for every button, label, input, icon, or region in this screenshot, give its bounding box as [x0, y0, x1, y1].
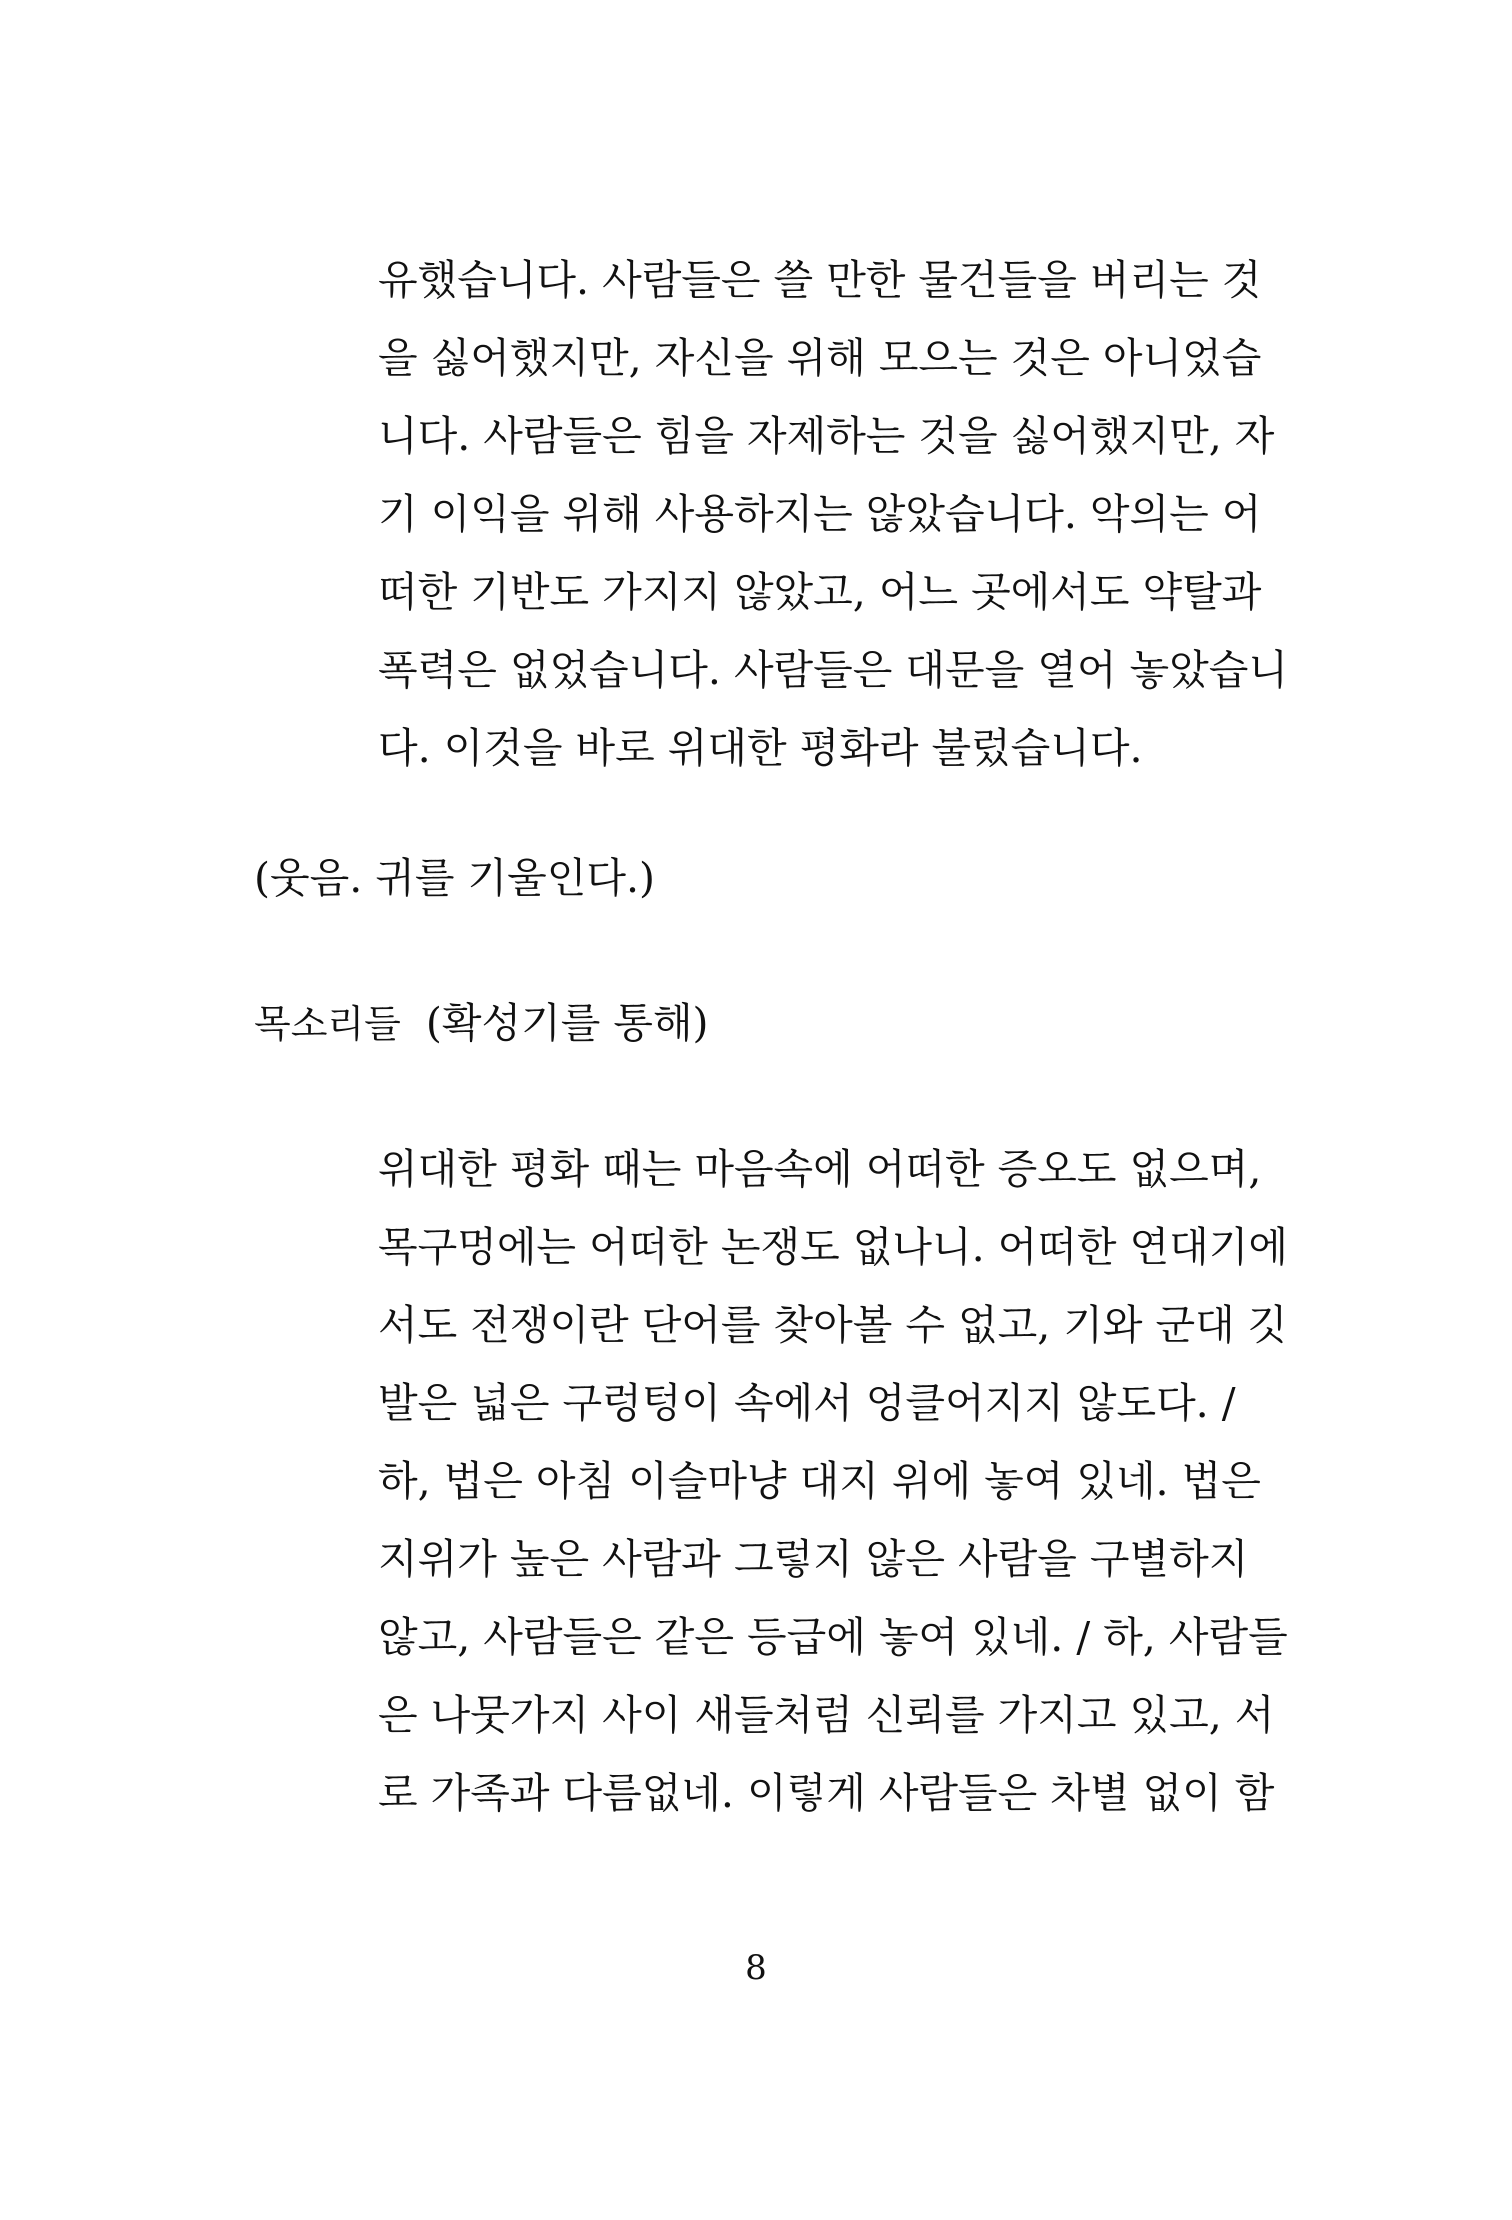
paragraph-1-line: 유했습니다. 사람들은 쓸 만한 물건들을 버리는 것 — [378, 256, 1262, 304]
paragraph-2-line: 하, 법은 아침 이슬마냥 대지 위에 놓여 있네. 법은 — [378, 1457, 1261, 1505]
paragraph-2-line: 목구멍에는 어떠한 논쟁도 없나니. 어떠한 연대기에 — [378, 1223, 1288, 1271]
paragraph-2-line: 위대한 평화 때는 마음속에 어떠한 증오도 없으며, — [378, 1145, 1262, 1193]
paragraph-2-line: 로 가족과 다름없네. 이렇게 사람들은 차별 없이 함 — [378, 1769, 1275, 1817]
paragraph-1-line: 니다. 사람들은 힘을 자제하는 것을 싫어했지만, 자 — [378, 412, 1275, 460]
paragraph-1-line: 다. 이것을 바로 위대한 평화라 불렀습니다. — [378, 724, 1143, 772]
paragraph-1-line: 기 이익을 위해 사용하지는 않았습니다. 악의는 어 — [378, 490, 1262, 538]
paragraph-1-line: 을 싫어했지만, 자신을 위해 모으는 것은 아니었습 — [378, 334, 1262, 382]
paragraph-2-line: 지위가 높은 사람과 그렇지 않은 사람을 구별하지 — [378, 1535, 1249, 1583]
paragraph-2-line: 은 나뭇가지 사이 새들처럼 신뢰를 가지고 있고, 서 — [378, 1691, 1275, 1739]
page-number: 8 — [745, 1948, 767, 1988]
paragraph-2-line: 않고, 사람들은 같은 등급에 놓여 있네. / 하, 사람들 — [378, 1613, 1288, 1661]
paragraph-2-line: 발은 넓은 구렁텅이 속에서 엉클어지지 않도다. / — [378, 1379, 1236, 1427]
speaker-note: (확성기를 통해) — [425, 999, 709, 1047]
speaker-name: 목소리들 — [254, 1002, 401, 1046]
speaker-line — [254, 998, 709, 1049]
paragraph-1-line: 떠한 기반도 가지지 않았고, 어느 곳에서도 약탈과 — [378, 568, 1262, 616]
stage-direction: (웃음. 귀를 기울인다.) — [254, 854, 655, 902]
paragraph-1-line: 폭력은 없었습니다. 사람들은 대문을 열어 놓았습니 — [378, 646, 1288, 694]
paragraph-2-line: 서도 전쟁이란 단어를 찾아볼 수 없고, 기와 군대 깃 — [378, 1301, 1288, 1349]
